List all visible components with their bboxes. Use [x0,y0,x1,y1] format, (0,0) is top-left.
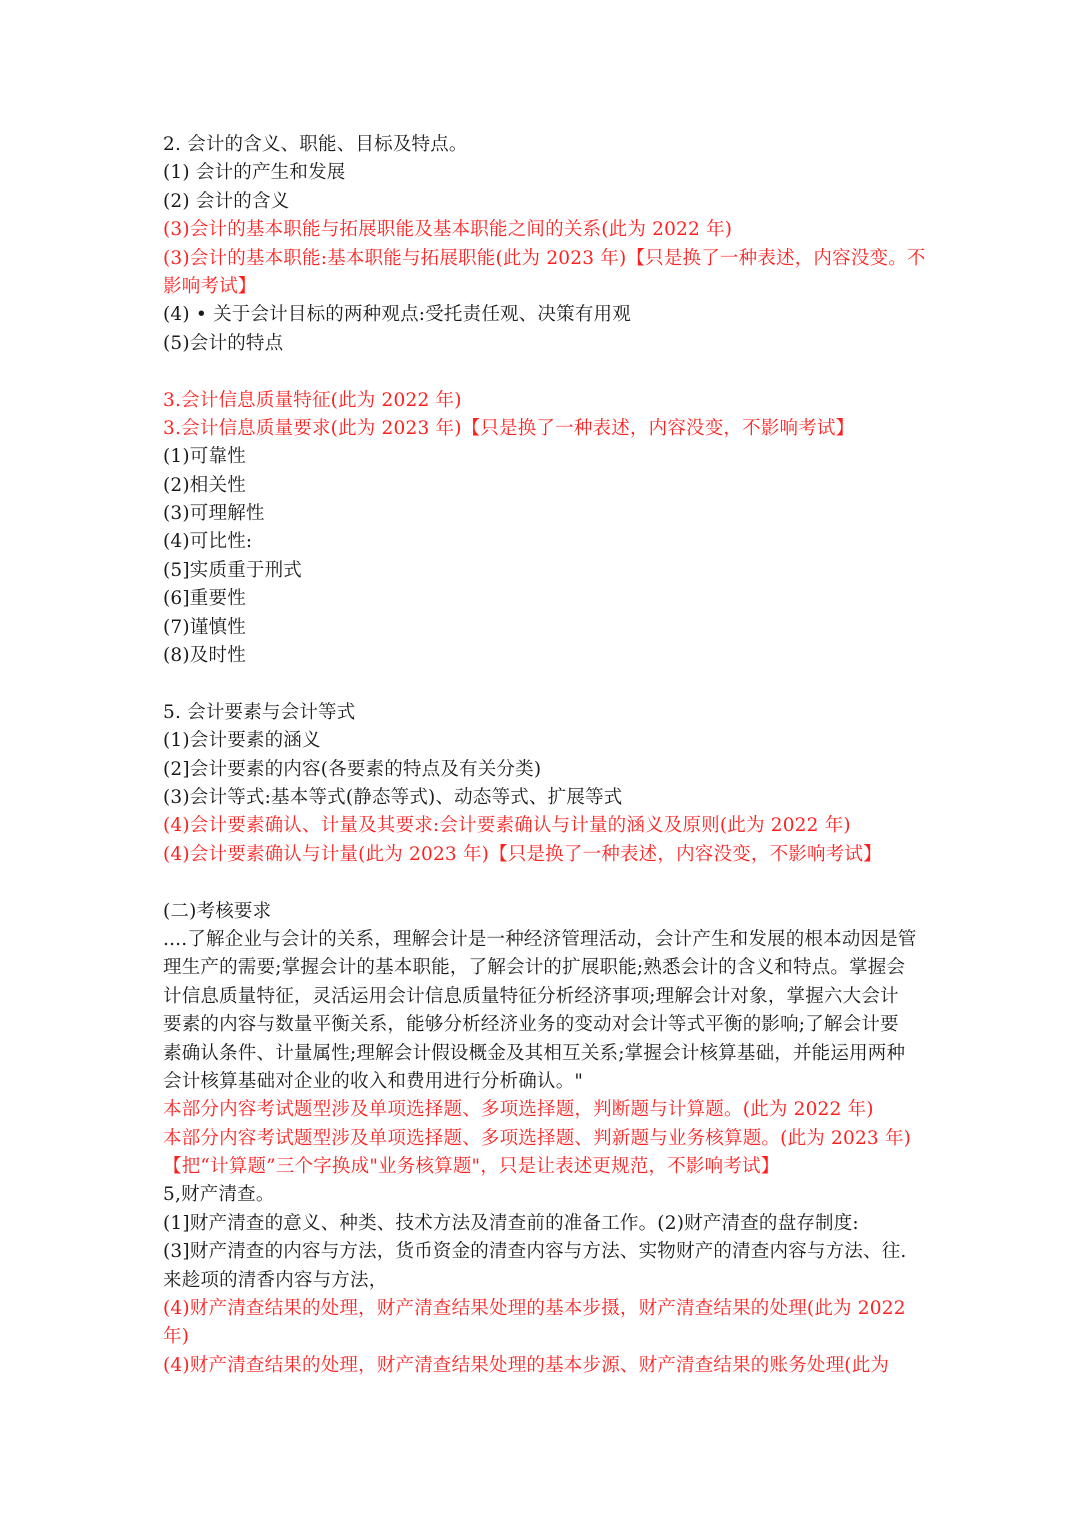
text-line: (7)谨慎性 [163,616,246,638]
text-line: 要素的内容与数量平衡关系，能够分析经济业务的变动对会计等式平衡的影响;了解会计要 [163,1014,899,1036]
highlighted-text-line: (3)会计的基本职能与拓展职能及基本职能之间的关系(此为 2022 年) [163,219,733,241]
highlighted-text-line: 本部分内容考试题型涉及单项选择题、多项选择题、判新题与业务核算题。(此为 2023 年) [163,1127,912,1149]
text-line: (4) • 关于会计目标的两种观点:受托责任观、决策有用观 [163,304,631,326]
highlighted-text-line: 年) [163,1326,190,1348]
text-line: (3)会计等式:基本等式(静态等式)、动态等式、扩展等式 [163,786,623,808]
text-line: (6]重要性 [163,588,246,610]
text-line: 素确认条件、计量属性;理解会计假设概金及其相互关系;掌握会计核算基础，并能运用两种 [163,1042,906,1064]
text-line: 计信息质量特征，灵活运用会计信息质量特征分析经济事项;理解会计对象，掌握六大会计 [163,985,899,1007]
highlighted-text-line: (4)会计要素确认与计量(此为 2023 年)【只是换了一种表述，内容没变，不影响考试】 [163,843,882,865]
paragraph-gap [163,670,923,698]
text-line: (2]会计要素的内容(各要素的特点及有关分类) [163,758,542,780]
highlighted-text-line: (4)财产清查结果的处理，财产清查结果处理的基本步源、财产清查结果的账务处理(此为 [163,1354,890,1376]
highlighted-text-line: 3.会计信息质量特征(此为 2022 年) [163,389,462,411]
highlighted-text-line: 3.会计信息质量要求(此为 2023 年)【只是换了一种表述，内容没变，不影响考试】 [163,417,855,439]
text-line: (二)考核要求 [163,900,272,922]
document-page [163,131,926,1380]
text-line: 会计核算基础对企业的收入和费用进行分析确认。" [163,1070,584,1092]
text-line: (5]实质重于刑式 [163,559,303,581]
text-line: (4)可比性: [163,531,253,553]
highlighted-text-line: (4)会计要素确认、计量及其要求:会计要素确认与计量的涵义及原则(此为 2022 年) [163,815,851,837]
highlighted-text-line: (4)财产清查结果的处理，财产清查结果处理的基本步摄，财产清查结果的处理(此为 2022 [163,1298,906,1320]
text-line: ....了解企业与会计的关系，理解会计是一种经济管理活动，会计产生和发展的根本动因是管 [163,928,917,950]
paragraph-gap [163,358,923,386]
text-line: 5,财产清查。 [163,1184,275,1206]
text-line: 来趁项的清香内容与方法， [163,1269,388,1291]
text-line: (1)可靠性 [163,446,246,468]
text-line: (8)及时性 [163,645,246,667]
text-line: (2)相关性 [163,474,246,496]
highlighted-text-line: 【把“计算题”三个字换成"业务核算题"，只是让表述更规范，不影响考试】 [163,1156,780,1178]
text-line: (5)会计的特点 [163,332,284,354]
text-line: (1)会计要素的涵义 [163,730,321,752]
highlighted-text-line: (3)会计的基本职能:基本职能与拓展职能(此为 2023 年)【只是换了一种表述，内容没变。不 [163,247,926,269]
text-line: (2) 会计的含义 [163,190,290,212]
paragraph-gap [163,869,923,897]
text-line: (1) 会计的产生和发展 [163,162,346,184]
highlighted-text-line: 影响考试】 [163,275,257,297]
text-line: 5. 会计要素与会计等式 [163,701,356,723]
text-line: (1]财产清查的意义、种类、技术方法及清查前的准备工作。(2)财产清查的盘存制度: [163,1212,859,1234]
text-line: 理生产的需要;掌握会计的基本职能，了解会计的扩展职能;熟悉会计的含义和特点。掌握会 [163,957,906,979]
text-line: 2. 会计的含义、职能、目标及特点。 [163,134,468,155]
text-line: (3]财产清查的内容与方法，货币资金的清查内容与方法、实物财产的清查内容与方法、往. [163,1241,907,1263]
text-line: (3)可理解性 [163,503,265,525]
highlighted-text-line: 本部分内容考试题型涉及单项选择题、多项选择题，判断题与计算题。(此为 2022 年) [163,1099,874,1121]
